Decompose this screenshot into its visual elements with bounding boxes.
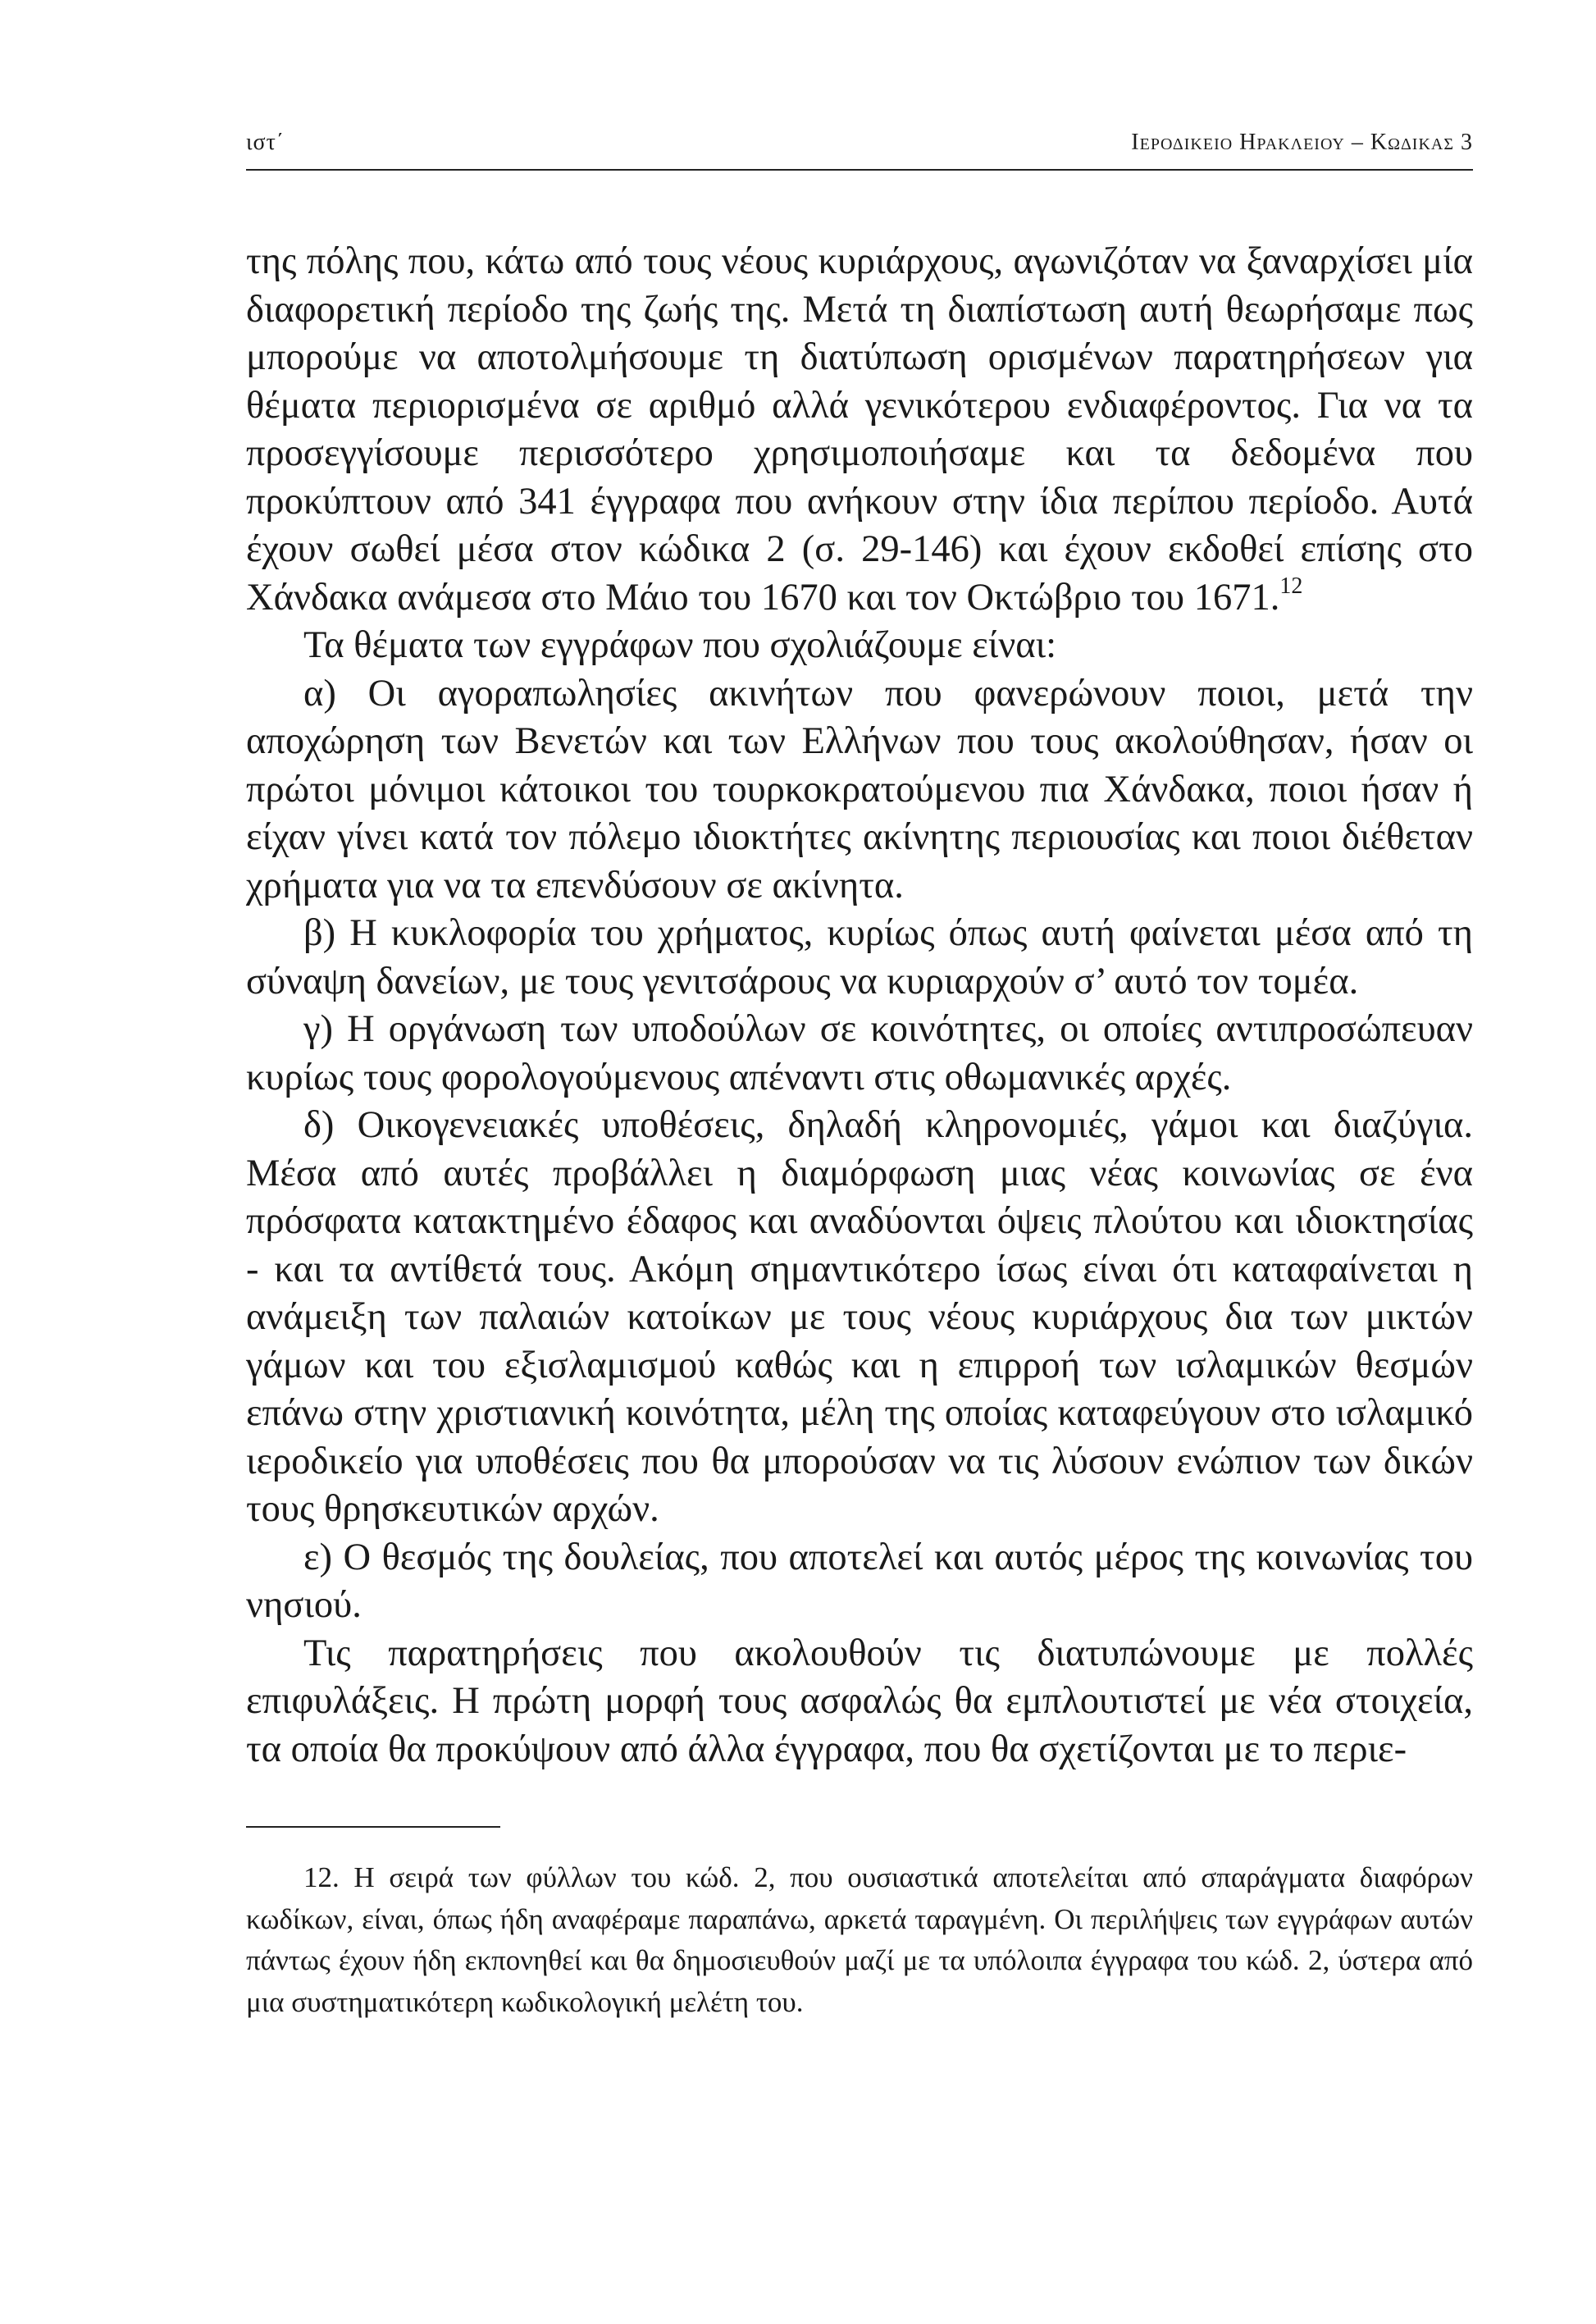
paragraph <box>246 238 1473 622</box>
main-text <box>246 238 1473 1774</box>
paragraph: δ) Οικογενειακές υποθέσεις, δηλαδή κληρονομιές, γάμοι και διαζύγια. Μέσα από αυτές προβάλλει η διαμόρφωση μιας νέας κοινωνίας σε ένα πρόσφατα κατακτημένο έδαφος και αναδύονται όψεις πλούτου και ιδιοκτησίας - και τα αντίθετά τους. Ακόμη σημαντικότερο ίσως είναι ότι καταφαίνεται η ανάμειξη των παλαιών κατοίκων με τους νέους κυριάρχους δια των μικτών γάμων και του εξισλαμισμού καθώς και η επιρροή των ισλαμικών θεσμών επάνω στην χριστιανική κοινότητα, μέλη της οποίας καταφεύγουν στο ισλαμικό ιεροδικείο για υποθέσεις που θα μπορούσαν να τις λύσουν ενώπιον των δικών τους θρησκευτικών αρχών. <box>246 1104 1473 1530</box>
footnote-divider <box>246 1826 500 1828</box>
running-title: Ιεροδικειο Ηρακλειου – Κωδικας 3 <box>1131 130 1473 155</box>
paragraph: β) Η κυκλοφορία του χρήματος, κυρίως όπως αυτή φαίνεται μέσα από τη σύναψη δανείων, με τους γενιτσάρους να κυριαρχούν σ’ αυτό τον τομέα. <box>246 912 1473 1002</box>
paragraph: Τις παρατηρήσεις που ακολουθούν τις διατυπώνουμε με πολλές επιφυλάξεις. Η πρώτη μορφή τους ασφαλώς θα εμπλουτιστεί με νέα στοιχεία, τα οποία θα προκύψουν από άλλα έγγραφα, που θα σχετίζονται με το περιε- <box>246 1632 1473 1770</box>
page-number: ιστ΄ <box>246 130 285 155</box>
footnote: 12. Η σειρά των φύλλων του κώδ. 2, που ουσιαστικά αποτελείται από σπαράγματα διαφόρων κωδίκων, είναι, όπως ήδη αναφέραμε παραπάνω, αρκετά ταραγμένη. Οι περιλήψεις των εγγράφων αυτών πάντως έχουν ήδη εκπονηθεί και θα δημοσιευθούν μαζί με τα υπόλοιπα έγγραφα του κώδ. 2, ύστερα από μια συστηματικότερη κωδικολογική μελέτη του. <box>246 1861 1473 2018</box>
paragraph: α) Οι αγοραπωλησίες ακινήτων που φανερώνουν ποιοι, μετά την αποχώρηση των Βενετών και των Ελλήνων που τους ακολούθησαν, ήσαν οι πρώτοι μόνιμοι κάτοικοι του τουρκοκρατούμενου πια Χάνδακα, ποιοι ήσαν ή είχαν γίνει κατά τον πόλεμο ιδιοκτήτες ακίνητης περιουσίας και ποιοι διέθεταν χρήματα για να τα επενδύσουν σε ακίνητα. <box>246 672 1473 906</box>
paragraph: γ) Η οργάνωση των υποδούλων σε κοινότητες, οι οποίες αντιπροσώπευαν κυρίως τους φορολογούμενους απέναντι στις οθωμανικές αρχές. <box>246 1008 1473 1098</box>
paragraph: ε) Ο θεσμός της δουλείας, που αποτελεί και αυτός μέρος της κοινωνίας του νησιού. <box>246 1536 1473 1626</box>
paragraph: Τα θέματα των εγγράφων που σχολιάζουμε είναι: <box>303 624 1057 666</box>
footnote-reference[interactable]: 12 <box>1279 573 1303 599</box>
paragraph-text: της πόλης που, κάτω από τους νέους κυριάρχους, αγωνιζόταν να ξαναρχίσει μία διαφορετική περίοδο της ζωής της. Μετά τη διαπίστωση αυτή θεωρήσαμε πως μπορούμε να αποτολμήσουμε τη διατύπωση ορισμένων παρατηρήσεων για θέματα περιορισμένα σε αριθμό αλλά γενικότερου ενδιαφέροντος. Για να τα προσεγγίσουμε περισσότερο χρησιμοποιήσαμε και τα δεδομένα που προκύπτουν από 341 έγγραφα που ανήκουν στην ίδια περίπου περίοδο. Αυτά έχουν σωθεί μέσα στον κώδικα 2 (σ. 29-146) και έχουν εκδοθεί επίσης στο Χάνδακα ανάμεσα στο Μάιο του 1670 και τον Οκτώβριο του 1671. <box>246 240 1473 619</box>
header-divider <box>246 169 1473 171</box>
